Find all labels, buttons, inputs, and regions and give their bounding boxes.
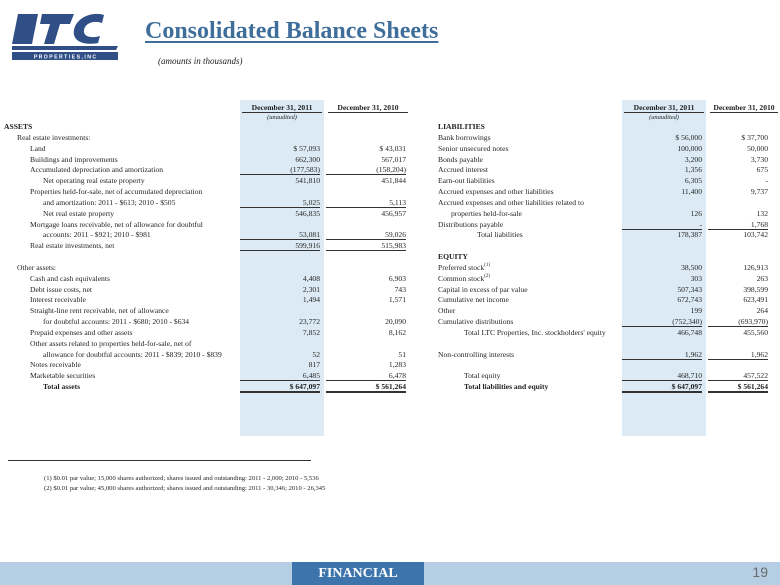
right-row-label: Capital in excess of par value — [438, 284, 528, 294]
left-row-label: Other assets: — [17, 262, 57, 272]
right-row-value-2010: 126,913 — [743, 262, 768, 272]
right-row-value-2011: 199 — [690, 306, 702, 316]
footnote-2: (2) $0.01 par value; 45,000 shares authorized; shares issued and outstanding: 2011 - 30,346; 2010 - 26,345 — [44, 485, 326, 492]
left-row-value-2011: 6,485 — [240, 371, 320, 381]
right-row-label: Senior unsecured notes — [438, 143, 509, 153]
left-row-label: Interest receivable — [30, 295, 86, 305]
left-row-value-2011: 662,300 — [295, 154, 320, 164]
footnote-divider — [8, 460, 311, 461]
right-row-label: Total liabilities and equity — [464, 382, 549, 392]
right-row-value-2011: 126 — [690, 208, 702, 218]
left-row-label: Debt issue costs, net — [30, 284, 93, 294]
right-row-label: Bonds payable — [438, 154, 483, 164]
right-row-value-2011: 468,710 — [622, 371, 702, 381]
right-row-value-2010: 50,000 — [747, 143, 768, 153]
left-row-value-2010: 6,478 — [326, 371, 406, 381]
right-row-value-2010: $ 561,264 — [708, 382, 768, 393]
left-row-label: Net real estate property — [43, 208, 115, 218]
left-row-value-2011: 7,852 — [302, 327, 320, 337]
right-row-label: Total liabilities — [477, 230, 523, 240]
right-row-value-2011: 672,743 — [677, 295, 702, 305]
right-row-value-2011: 1,962 — [622, 350, 702, 360]
left-row-label: Net operating real estate property — [43, 176, 145, 186]
left-row-value-2011: 541,810 — [295, 176, 320, 186]
left-row-label: accounts: 2011 - $921; 2010 - $981 — [43, 230, 151, 240]
left-row-value-2011: $ 57,093 — [293, 143, 320, 153]
left-row-value-2010: 515,983 — [326, 241, 406, 251]
right-row-label: Bank borrowings — [438, 132, 491, 142]
right-row-value-2011: 466,748 — [677, 327, 702, 337]
right-row-label: Cumulative distributions — [438, 317, 514, 327]
left-row-value-2010: 5,113 — [326, 198, 406, 208]
right-row-value-2010: 623,491 — [743, 295, 768, 305]
footnote-1: (1) $0.01 par value; 15,000 shares authorized; shares issued and outstanding: 2011 - 2,000; 2010 - 5,536 — [44, 475, 319, 482]
left-row-value-2011: (177,583) — [240, 165, 320, 175]
left-row-value-2010: (158,204) — [326, 165, 406, 175]
right-row-label: Accrued expenses and other liabilities — [438, 187, 554, 197]
left-row-label: Land — [30, 143, 46, 153]
left-row-label: Real estate investments, net — [30, 241, 115, 251]
right-row-value-2011: 6,305 — [684, 176, 702, 186]
right-row-value-2011: 1,356 — [684, 165, 702, 175]
left-row-label: Other assets related to properties held-for-sale, net of — [30, 338, 192, 348]
right-row-value-2010: 3,730 — [750, 154, 768, 164]
left-row-label: allowance for doubtful accounts: 2011 - $839; 2010 - $839 — [43, 349, 222, 359]
left-row-label: Real estate investments: — [17, 132, 91, 142]
right-row-value-2011: 3,200 — [684, 154, 702, 164]
right-col2-header: December 31, 2010 — [710, 103, 778, 113]
right-col1-header: December 31, 2011 — [624, 103, 704, 113]
right-row-value-2011: $ 56,000 — [675, 132, 702, 142]
page-subtitle: (amounts in thousands) — [158, 56, 243, 66]
right-row-value-2011: $ 647,097 — [622, 382, 702, 393]
left-row-value-2011: 5,025 — [240, 198, 320, 208]
left-row-label: Notes receivable — [30, 360, 81, 370]
left-row-label: Cash and cash equivalents — [30, 273, 110, 283]
right-row-label: Cumulative net income — [438, 295, 509, 305]
left-row-value-2010: 567,017 — [381, 154, 406, 164]
left-row-value-2010: 6,903 — [388, 273, 406, 283]
right-row-label: EQUITY — [438, 252, 468, 262]
right-row-value-2011: 38,500 — [681, 262, 702, 272]
right-row-value-2011: (752,340) — [622, 317, 702, 327]
left-row-value-2011: 23,772 — [299, 317, 320, 327]
right-row-value-2011: 507,343 — [677, 284, 702, 294]
left-row-value-2011: 2,301 — [302, 284, 320, 294]
right-row-label: Total LTC Properties, Inc. stockholders' equity — [464, 327, 606, 337]
right-row-label: Earn-out liabilities — [438, 176, 495, 186]
right-row-label: Distributions payable — [438, 219, 504, 229]
right-row-value-2010: (693,970) — [708, 317, 768, 327]
left-row-value-2011: 52 — [312, 349, 320, 359]
left-row-value-2011: $ 647,097 — [240, 382, 320, 393]
left-row-label: Marketable securities — [30, 371, 96, 381]
left-unaudited: (unaudited) — [267, 114, 297, 121]
right-row-value-2010: 263 — [756, 273, 768, 283]
right-unaudited: (unaudited) — [649, 114, 679, 121]
right-row-value-2010: 457,522 — [708, 371, 768, 381]
svg-text:P R O P E R T I E S , I N C: P R O P E R T I E S , I N C — [33, 54, 97, 61]
left-row-label: Straight-line rent receivable, net of allowance — [30, 306, 169, 316]
right-row-value-2010: 264 — [756, 306, 768, 316]
page-title: Consolidated Balance Sheets — [145, 18, 439, 44]
left-row-value-2011: 4,408 — [302, 273, 320, 283]
right-row-value-2011: 100,000 — [677, 143, 702, 153]
right-row-value-2010: 1,768 — [708, 220, 768, 230]
page-number: 19 — [752, 564, 768, 580]
left-row-label: Total assets — [43, 382, 81, 392]
left-row-label: Accumulated depreciation and amortization — [30, 165, 164, 175]
left-row-label: and amortization: 2011 - $613; 2010 - $505 — [43, 197, 176, 207]
right-row-value-2010: 398,599 — [743, 284, 768, 294]
right-row-value-2010: $ 37,700 — [741, 132, 768, 142]
left-row-value-2010: 20,090 — [385, 317, 406, 327]
right-row-value-2010: - — [765, 176, 768, 186]
left-row-value-2010: $ 561,264 — [326, 382, 406, 393]
left-row-value-2010: 51 — [398, 349, 406, 359]
right-row-label: Common stock$^{(2)}$ — [438, 273, 491, 283]
left-row-value-2011: 546,835 — [295, 208, 320, 218]
right-row-label: Non-controlling interests — [438, 349, 515, 359]
right-row-label: Preferred stock$^{(1)}$ — [438, 262, 491, 272]
right-row-value-2011: - — [622, 220, 702, 230]
left-row-value-2010: 8,162 — [388, 327, 406, 337]
left-row-value-2011: 1,494 — [302, 295, 320, 305]
right-row-value-2010: 132 — [756, 208, 768, 218]
right-row-value-2010: 455,560 — [743, 327, 768, 337]
left-row-label: Properties held-for-sale, net of accumulated depreciation — [30, 187, 203, 197]
left-row-label: for doubtful accounts: 2011 - $680; 2010 - $634 — [43, 317, 190, 327]
right-row-value-2010: 103,742 — [743, 230, 768, 240]
right-row-label: LIABILITIES — [438, 122, 485, 131]
left-col2-header: December 31, 2010 — [328, 103, 408, 113]
left-row-value-2011: 599,916 — [240, 241, 320, 251]
section-label: FINANCIAL — [292, 562, 424, 585]
left-row-value-2010: 451,844 — [381, 176, 406, 186]
left-row-label: ASSETS — [4, 122, 33, 131]
left-row-value-2010: 743 — [394, 284, 406, 294]
right-row-label: Total equity — [464, 371, 501, 381]
left-row-label: Mortgage loans receivable, net of allowance for doubtful — [30, 219, 203, 229]
left-row-value-2010: 456,957 — [381, 208, 406, 218]
left-row-value-2010: 1,283 — [388, 360, 406, 370]
right-row-label: Accrued expenses and other liabilities related to — [438, 197, 584, 207]
right-row-label: Other — [438, 306, 456, 316]
left-row-value-2011: 53,081 — [240, 230, 320, 240]
right-row-value-2010: 9,737 — [750, 187, 768, 197]
right-row-value-2010: 1,962 — [708, 350, 768, 360]
left-col1-header: December 31, 2011 — [242, 103, 322, 113]
left-row-value-2010: 59,026 — [326, 230, 406, 240]
left-row-value-2010: $ 43,031 — [379, 143, 406, 153]
right-row-value-2011: 303 — [690, 273, 702, 283]
left-row-label: Buildings and improvements — [30, 154, 118, 164]
right-row-label: properties held-for-sale — [451, 208, 522, 218]
right-row-value-2011: 11,400 — [681, 187, 702, 197]
ltc-logo — [12, 10, 124, 62]
right-row-value-2011: 178,387 — [677, 230, 702, 240]
left-row-value-2010: 1,571 — [388, 295, 406, 305]
right-row-label: Accrued interest — [438, 165, 488, 175]
left-row-value-2011: 817 — [308, 360, 320, 370]
left-row-label: Prepaid expenses and other assets — [30, 327, 133, 337]
right-row-value-2010: 675 — [756, 165, 768, 175]
